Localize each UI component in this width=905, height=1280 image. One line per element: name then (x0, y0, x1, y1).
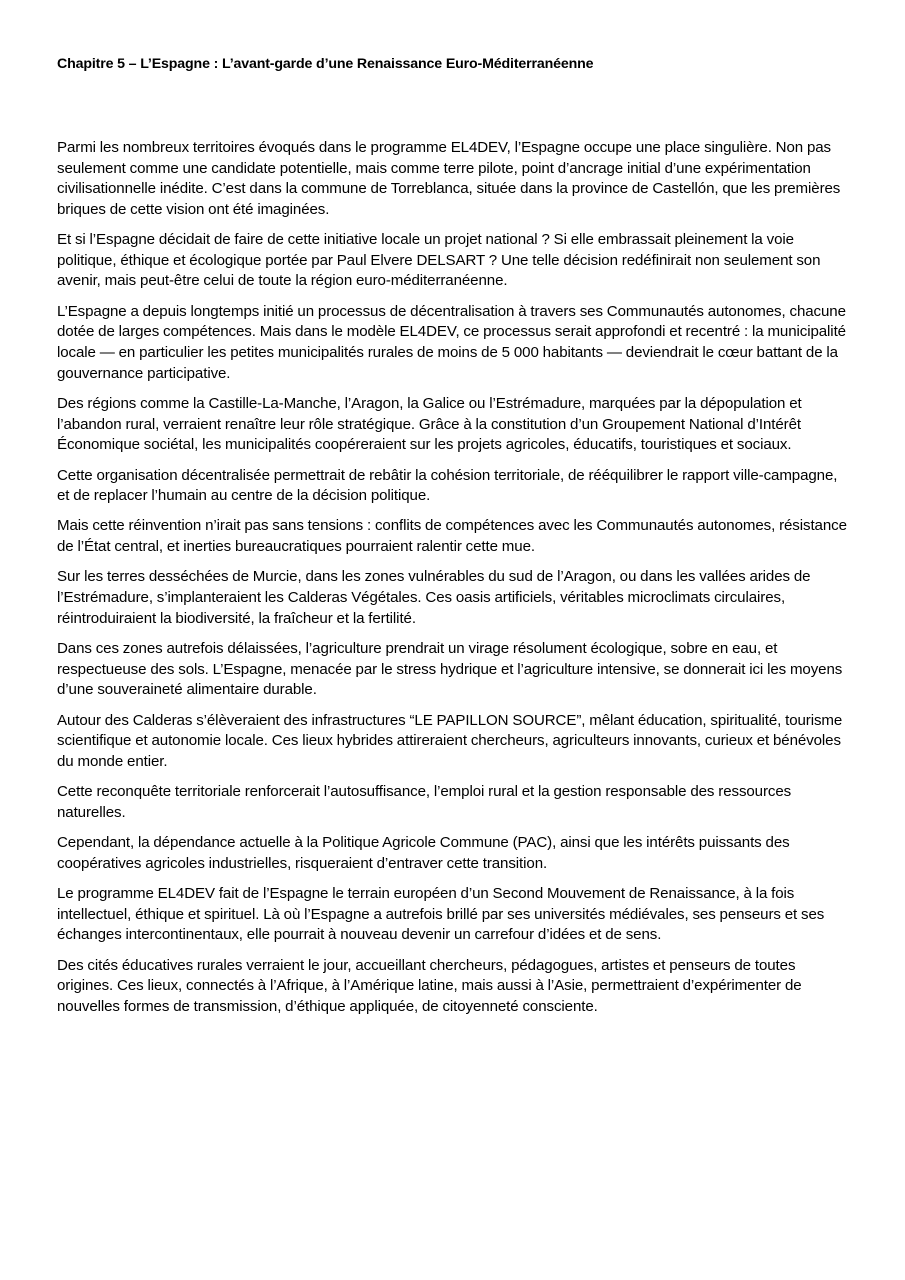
paragraph: L’Espagne a depuis longtemps initié un processus de décentralisation à travers ses Communautés autonomes, chacune dotée de larges compétences. Mais dans le modèle EL4DEV, ce processus serait approfondi et recentré : la municipalité locale — en particulier les petites municipalités rurales de moins de 5 000 habitants — deviendrait le cœur battant de la gouvernance participative. (57, 302, 846, 382)
paragraph: Dans ces zones autrefois délaissées, l’agriculture prendrait un virage résolument écologique, sobre en eau, et respectueuse des sols. L’Espagne, menacée par le stress hydrique et l’agriculture intensive, se donnerait ici les moyens d’une souveraineté alimentaire durable. (57, 640, 843, 699)
page-title: Chapitre 5 – L’Espagne : L’avant-garde d’une Renaissance Euro-Méditerranéenne (57, 56, 594, 72)
document-body (57, 138, 852, 1018)
paragraph: Mais cette réinvention n’irait pas sans tensions : conflits de compétences avec les Communautés autonomes, résistance de l’État central, et inerties bureaucratiques pourraient ralentir cette mue. (57, 517, 847, 556)
paragraph: Et si l’Espagne décidait de faire de cette initiative locale un projet national ? Si elle embrassait pleinement la voie politique, éthique et écologique portée par Paul Elvere DELSART ? Une telle décision redéfinirait non seulement son avenir, mais peut-être celui de toute la région euro-méditerranéenne. (57, 231, 821, 290)
paragraph: Cependant, la dépendance actuelle à la Politique Agricole Commune (PAC), ainsi que les intérêts puissants des coopératives agricoles industrielles, risqueraient d’entraver cette transition. (57, 834, 790, 872)
paragraph: Des régions comme la Castille-La-Manche, l’Aragon, la Galice ou l’Estrémadure, marquées par la dépopulation et l’abandon rural, verraient renaître leur rôle stratégique. Grâce à la constitution d’un Groupement National d’Intérêt Économique sociétal, les municipalités coopéreraient sur les projets agricoles, éducatifs, touristiques et sociaux. (57, 394, 802, 454)
paragraph: Parmi les nombreux territoires évoqués dans le programme EL4DEV, l’Espagne occupe une place singulière. Non pas seulement comme une candidate potentielle, mais comme terre pilote, point d’ancrage initial d’une expérimentation civilisationnelle inédite. C’est dans la commune de Torreblanca, située dans la province de Castellón, que les premières briques de cette vision ont été imaginées. (57, 139, 841, 218)
paragraph: Le programme EL4DEV fait de l’Espagne le terrain européen d’un Second Mouvement de Renaissance, à la fois intellectuel, éthique et spirituel. Là où l’Espagne a autrefois brillé par ses universités médiévales, ses penseurs et ses échanges intercontinentaux, elle pourrait à nouveau devenir un carrefour d’idées et de sens. (57, 885, 825, 944)
paragraph: Des cités éducatives rurales verraient le jour, accueillant chercheurs, pédagogues, artistes et penseurs de toutes origines. Ces lieux, connectés à l’Afrique, à l’Amérique latine, mais aussi à l’Asie, permettraient d’expérimenter de nouvelles formes de transmission, d’éthique appliquée, de citoyenneté consciente. (57, 956, 802, 1015)
paragraph: Cette reconquête territoriale renforcerait l’autosuffisance, l’emploi rural et la gestion responsable des ressources naturelles. (57, 783, 792, 821)
paragraph: Autour des Calderas s’élèveraient des infrastructures “LE PAPILLON SOURCE”, mêlant éducation, spiritualité, tourisme scientifique et autonomie locale. Ces lieux hybrides attireraient chercheurs, agriculteurs innovants, curieux et bénévoles du monde entier. (57, 711, 843, 770)
paragraph: Cette organisation décentralisée permettrait de rebâtir la cohésion territoriale, de rééquilibrer le rapport ville-campagne, et de replacer l’humain au centre de la décision politique. (57, 466, 838, 505)
document-content (57, 55, 852, 1018)
paragraph: Sur les terres desséchées de Murcie, dans les zones vulnérables du sud de l’Aragon, ou dans les vallées arides de l’Estrémadure, s’implanteraient les Calderas Végétales. Ces oasis artificiels, véritables microclimats circulaires, réintroduiraient la biodiversité, la fraîcheur et la fertilité. (57, 568, 811, 627)
